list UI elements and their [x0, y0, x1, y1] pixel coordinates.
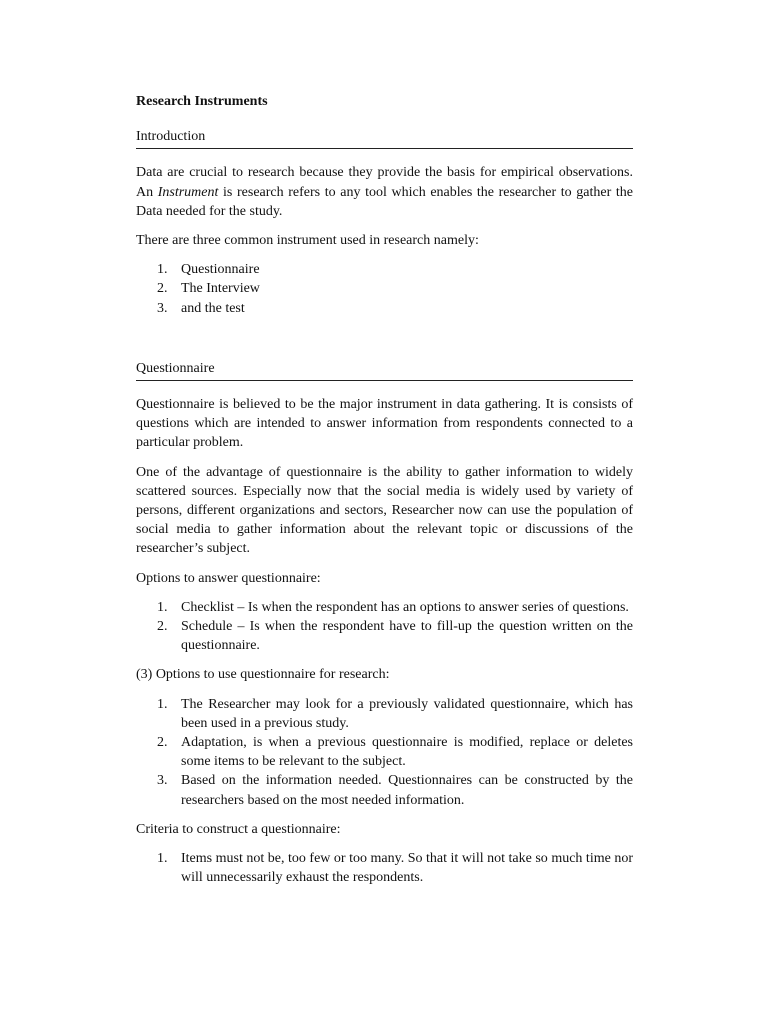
intro-paragraph-1 [136, 163, 633, 221]
document-title: Research Instruments [136, 94, 268, 109]
questionnaire-paragraph-1: Questionnaire is believed to be the major instrument in data gathering. It is consists of questions which are intended to answer information from respondents connected to a particular problem. [136, 397, 633, 451]
list-item [136, 771, 633, 809]
list-text: Items must not be, too few or too many. So that it will not take so much time nor will unnecessarily exhaust the respondents. [181, 851, 633, 886]
list-item [136, 260, 633, 279]
list-number: 1. [157, 696, 168, 712]
list-number: 3. [157, 773, 168, 789]
options-use-list [136, 695, 633, 810]
list-item [136, 617, 633, 655]
list-text: and the test [181, 300, 245, 316]
options-use-heading: (3) Options to use questionnaire for research: [136, 667, 390, 683]
list-item [136, 695, 633, 733]
list-number: 1. [157, 599, 168, 615]
list-number: 2. [157, 735, 168, 751]
list-text: Adaptation, is when a previous questionnaire is modified, replace or deletes some items to be relevant to the subject. [181, 735, 633, 770]
list-number: 2. [157, 619, 168, 635]
criteria-list [136, 849, 633, 887]
section-heading-introduction: Introduction [136, 127, 633, 149]
list-text: The Researcher may look for a previously validated questionnaire, which has been used in a previous study. [181, 696, 633, 731]
list-text: Checklist – Is when the respondent has an options to answer series of questions. [181, 599, 629, 615]
list-item [136, 299, 633, 318]
list-item [136, 733, 633, 771]
questionnaire-paragraph-2: One of the advantage of questionnaire is the ability to gather information to widely scattered sources. Especially now that the social media is widely used by variety of persons, different organizations and sectors, Researcher now can use the population of social media to gather information about the relevant topic or discussions of the researcher’s subject. [136, 464, 633, 557]
list-item [136, 598, 633, 617]
list-number: 3. [157, 300, 168, 316]
list-number: 1. [157, 851, 168, 867]
list-number: 2. [157, 281, 168, 297]
options-answer-list [136, 598, 633, 656]
intro-p1-text-b: is research refers to any tool which enables the researcher to gather the Data needed for the study. [136, 184, 633, 219]
list-number: 1. [157, 262, 168, 278]
list-item [136, 279, 633, 298]
list-text: The Interview [181, 281, 260, 297]
list-text: Questionnaire [181, 262, 260, 278]
section-spacer [136, 328, 633, 359]
intro-p1-text-a: Data are crucial to research because they provide the basis for empirical observations. An [136, 165, 633, 200]
instrument-emphasis: Instrument [157, 184, 219, 200]
document-page [136, 92, 633, 898]
list-item [136, 849, 633, 887]
section-heading-questionnaire: Questionnaire [136, 359, 633, 381]
instrument-list [136, 260, 633, 318]
list-text: Schedule – Is when the respondent have to fill-up the question written on the questionnaire. [181, 619, 633, 654]
intro-paragraph-2: There are three common instrument used in research namely: [136, 233, 479, 249]
options-answer-heading: Options to answer questionnaire: [136, 570, 321, 586]
list-text: Based on the information needed. Questionnaires can be constructed by the researchers based on the most needed information. [181, 773, 633, 808]
criteria-heading: Criteria to construct a questionnaire: [136, 821, 341, 837]
